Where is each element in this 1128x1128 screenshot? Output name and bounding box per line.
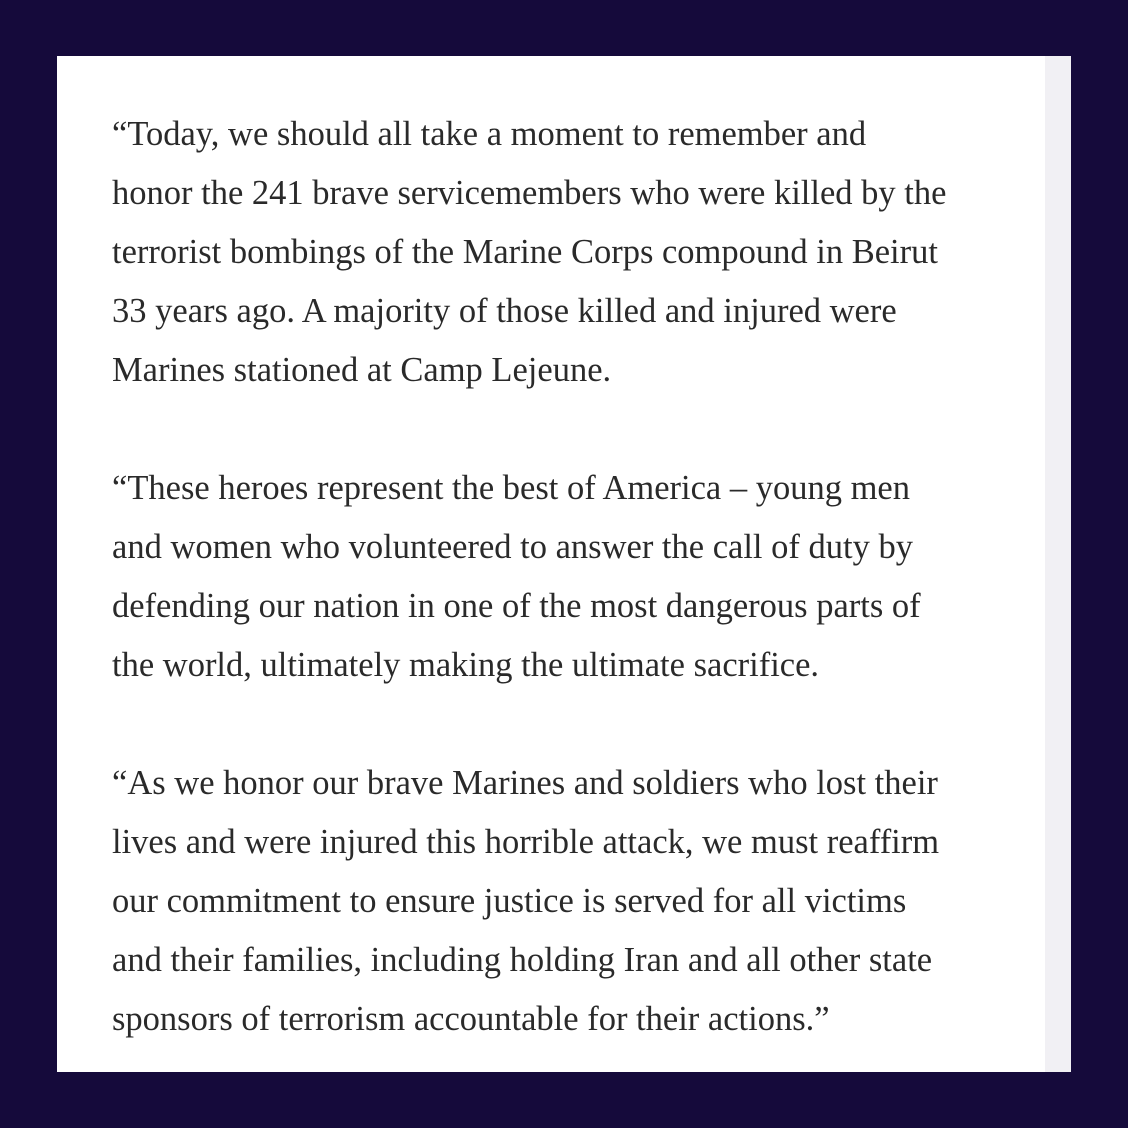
scrollbar-track[interactable] [1045,56,1071,1072]
statement-text [112,105,1022,1049]
paragraph-heroes: “These heroes represent the best of America – young men and women who volunteered to answer the call of duty by defending our nation in one of the most dangerous parts of the world, ultimately making the ultimate sacrifice. [112,469,921,684]
statement-card [57,56,1071,1072]
paragraph-justice: “As we honor our brave Marines and soldiers who lost their lives and were injured this horrible attack, we must reaffirm our commitment to ensure justice is served for all victims and their families, including holding Iran and all other state sponsors of terrorism accountable for their actions.” [112,764,940,1038]
paragraph-remember: “Today, we should all take a moment to remember and honor the 241 brave servicemembers who were killed by the terrorist bombings of the Marine Corps compound in Beirut 33 years ago. A majority of those killed and injured were Marines stationed at Camp Lejeune. [112,115,947,389]
